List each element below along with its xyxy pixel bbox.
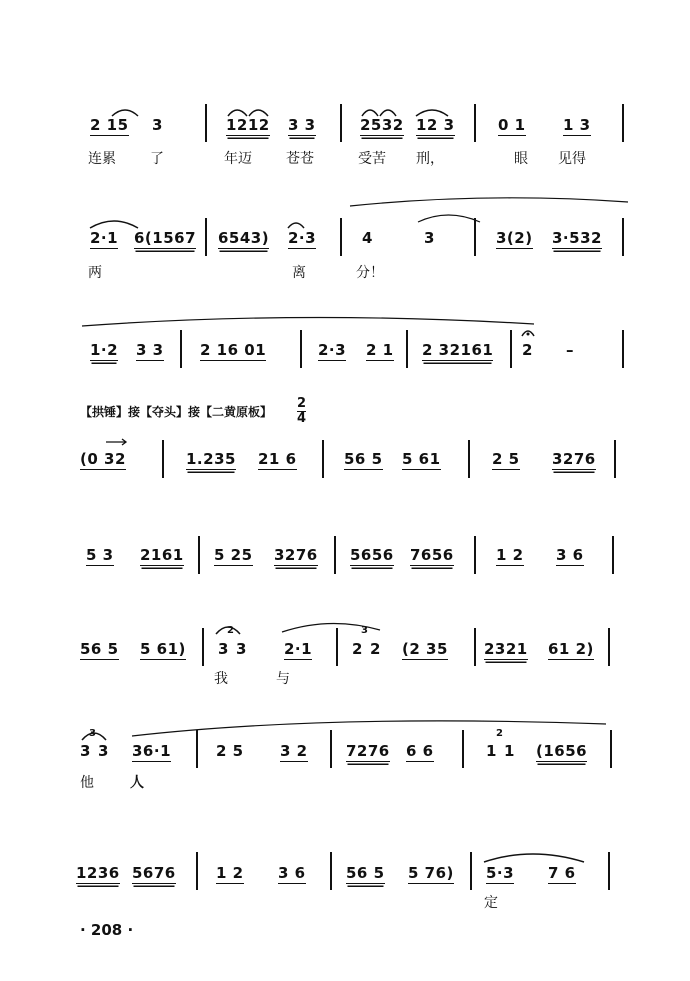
note-cell: 1 2 [496, 546, 524, 564]
bar-line [622, 218, 624, 256]
note-cell: 56 5 [344, 450, 383, 468]
note-cell: 6(1567 [134, 229, 197, 247]
bar-line [510, 330, 512, 368]
time-signature [297, 397, 306, 425]
note-cell: 5 61 [402, 450, 441, 468]
page-number: · 208 · [80, 921, 134, 939]
note-cell: 61 2) [548, 640, 594, 658]
bar-line [196, 730, 198, 768]
note-cell: 4 [362, 229, 373, 247]
note-cell: 2532 [360, 116, 404, 134]
note-cell: 5676 [132, 864, 176, 882]
slur [210, 612, 410, 636]
slur [88, 192, 668, 232]
lyric: 我 [214, 671, 228, 687]
bar-line [300, 330, 302, 368]
note-cell: 6 6 [406, 742, 434, 760]
bar-line [340, 104, 342, 142]
bar-line [205, 218, 207, 256]
note-cell: 3276 [552, 450, 596, 468]
grace-note: 2 [227, 625, 235, 636]
note-cell: 3 2 [280, 742, 308, 760]
bar-line [474, 104, 476, 142]
time-signature-bottom: 4 [297, 411, 307, 426]
note-cell: 56 5 [346, 864, 385, 882]
note-cell: 1 2 [216, 864, 244, 882]
note-cell: 2 5 [216, 742, 244, 760]
bar-line [462, 730, 464, 768]
lyric: 眼 [514, 151, 528, 167]
note-cell: 2 [522, 341, 533, 359]
note-cell: 1236 [76, 864, 120, 882]
note-cell: 2·1 [90, 229, 119, 247]
note-cell: 3276 [274, 546, 318, 564]
note-cell: 7 6 [548, 864, 576, 882]
time-signature-top: 2 [297, 396, 307, 411]
lyric: 年迈 [224, 151, 252, 167]
note-cell: 2 15 [90, 116, 129, 134]
note-cell: 5 61) [140, 640, 186, 658]
bar-line [180, 330, 182, 368]
note-cell: 3 [80, 742, 91, 760]
arrow-icon [104, 438, 130, 446]
lyric: 定 [484, 895, 498, 911]
bar-line [468, 440, 470, 478]
note-cell: 1212 [226, 116, 270, 134]
note-cell: 12 3 [416, 116, 455, 134]
slur [480, 846, 590, 866]
note-cell: 7276 [346, 742, 390, 760]
note-cell: 2·3 [288, 229, 317, 247]
note-cell: 3 [218, 640, 229, 658]
bar-line [474, 536, 476, 574]
note-cell: 2 5 [492, 450, 520, 468]
note-cell: 7656 [410, 546, 454, 564]
lyric: 两 [88, 265, 102, 281]
note-cell: 1 [504, 742, 515, 760]
note-cell: 3 [98, 742, 109, 760]
note-cell: 3 6 [556, 546, 584, 564]
bar-line [202, 628, 204, 666]
lyric: 人 [130, 775, 144, 791]
grace-note: 3 [89, 728, 97, 739]
bar-line [322, 440, 324, 478]
bar-line [205, 104, 207, 142]
bar-line [334, 536, 336, 574]
note-cell: 2·3 [318, 341, 347, 359]
note-cell: 3·532 [552, 229, 602, 247]
grace-note: 2 [496, 728, 504, 739]
bar-line [198, 536, 200, 574]
note-cell: 3 [236, 640, 247, 658]
note-cell: 5 76) [408, 864, 454, 882]
bar-line [610, 730, 612, 768]
bar-line [622, 330, 624, 368]
note-cell: 6543) [218, 229, 270, 247]
bar-line [162, 440, 164, 478]
lyric: 与 [276, 671, 290, 687]
note-cell: 2 [352, 640, 363, 658]
note-cell: 36·1 [132, 742, 172, 760]
note-cell: 2 [370, 640, 381, 658]
bar-line [608, 628, 610, 666]
note-cell: (1656 [536, 742, 588, 760]
bar-line [614, 440, 616, 478]
note-cell: 56 5 [80, 640, 119, 658]
section-header: 【拱锤】接【夺头】接【二黄原板】 [80, 405, 273, 419]
bar-line [406, 330, 408, 368]
note-cell: 1·2 [90, 341, 119, 359]
lyric: 他 [80, 775, 94, 791]
note-cell: 2 32161 [422, 341, 494, 359]
note-cell: 0 1 [498, 116, 526, 134]
lyric: 连累 [88, 151, 116, 167]
note-cell: (0 32 [80, 450, 126, 468]
bar-line [474, 628, 476, 666]
note-cell: 3 [424, 229, 435, 247]
note-cell: 5·3 [486, 864, 515, 882]
bar-line [340, 218, 342, 256]
bar-line [622, 104, 624, 142]
lyric: 见得 [558, 151, 586, 167]
note-cell: 21 6 [258, 450, 297, 468]
lyric: 离 [292, 265, 306, 281]
note-cell: 1.235 [186, 450, 236, 468]
note-cell: 5 25 [214, 546, 253, 564]
note-cell: 2161 [140, 546, 184, 564]
note-cell: 1 3 [563, 116, 591, 134]
note-cell: (2 35 [402, 640, 448, 658]
lyric: 受苦 [358, 151, 386, 167]
note-cell: 2321 [484, 640, 528, 658]
lyric: 刑， [416, 151, 444, 167]
bar-line [612, 536, 614, 574]
grace-note: 3 [361, 625, 369, 636]
bar-line [330, 730, 332, 768]
fermata-icon [520, 326, 536, 338]
bar-line [330, 852, 332, 890]
lyric: 了 [150, 151, 164, 167]
lyric: 苍苍 [286, 151, 314, 167]
bar-line [196, 852, 198, 890]
note-cell: 3 3 [136, 341, 164, 359]
note-cell: 2 16 01 [200, 341, 267, 359]
note-cell: 1 [486, 742, 497, 760]
note-cell: 3(2) [496, 229, 533, 247]
note-cell: 3 6 [278, 864, 306, 882]
note-cell: 5656 [350, 546, 394, 564]
bar-line [474, 218, 476, 256]
lyric: 分！ [356, 265, 384, 281]
slur [76, 714, 616, 744]
slur [80, 310, 540, 330]
bar-line [336, 628, 338, 666]
note-cell: 2·1 [284, 640, 313, 658]
bar-line [470, 852, 472, 890]
note-cell: 2 1 [366, 341, 394, 359]
note-cell: 5 3 [86, 546, 114, 564]
note-cell: – [566, 341, 574, 359]
note-cell: 3 [152, 116, 163, 134]
bar-line [608, 852, 610, 890]
note-cell: 3 3 [288, 116, 316, 134]
